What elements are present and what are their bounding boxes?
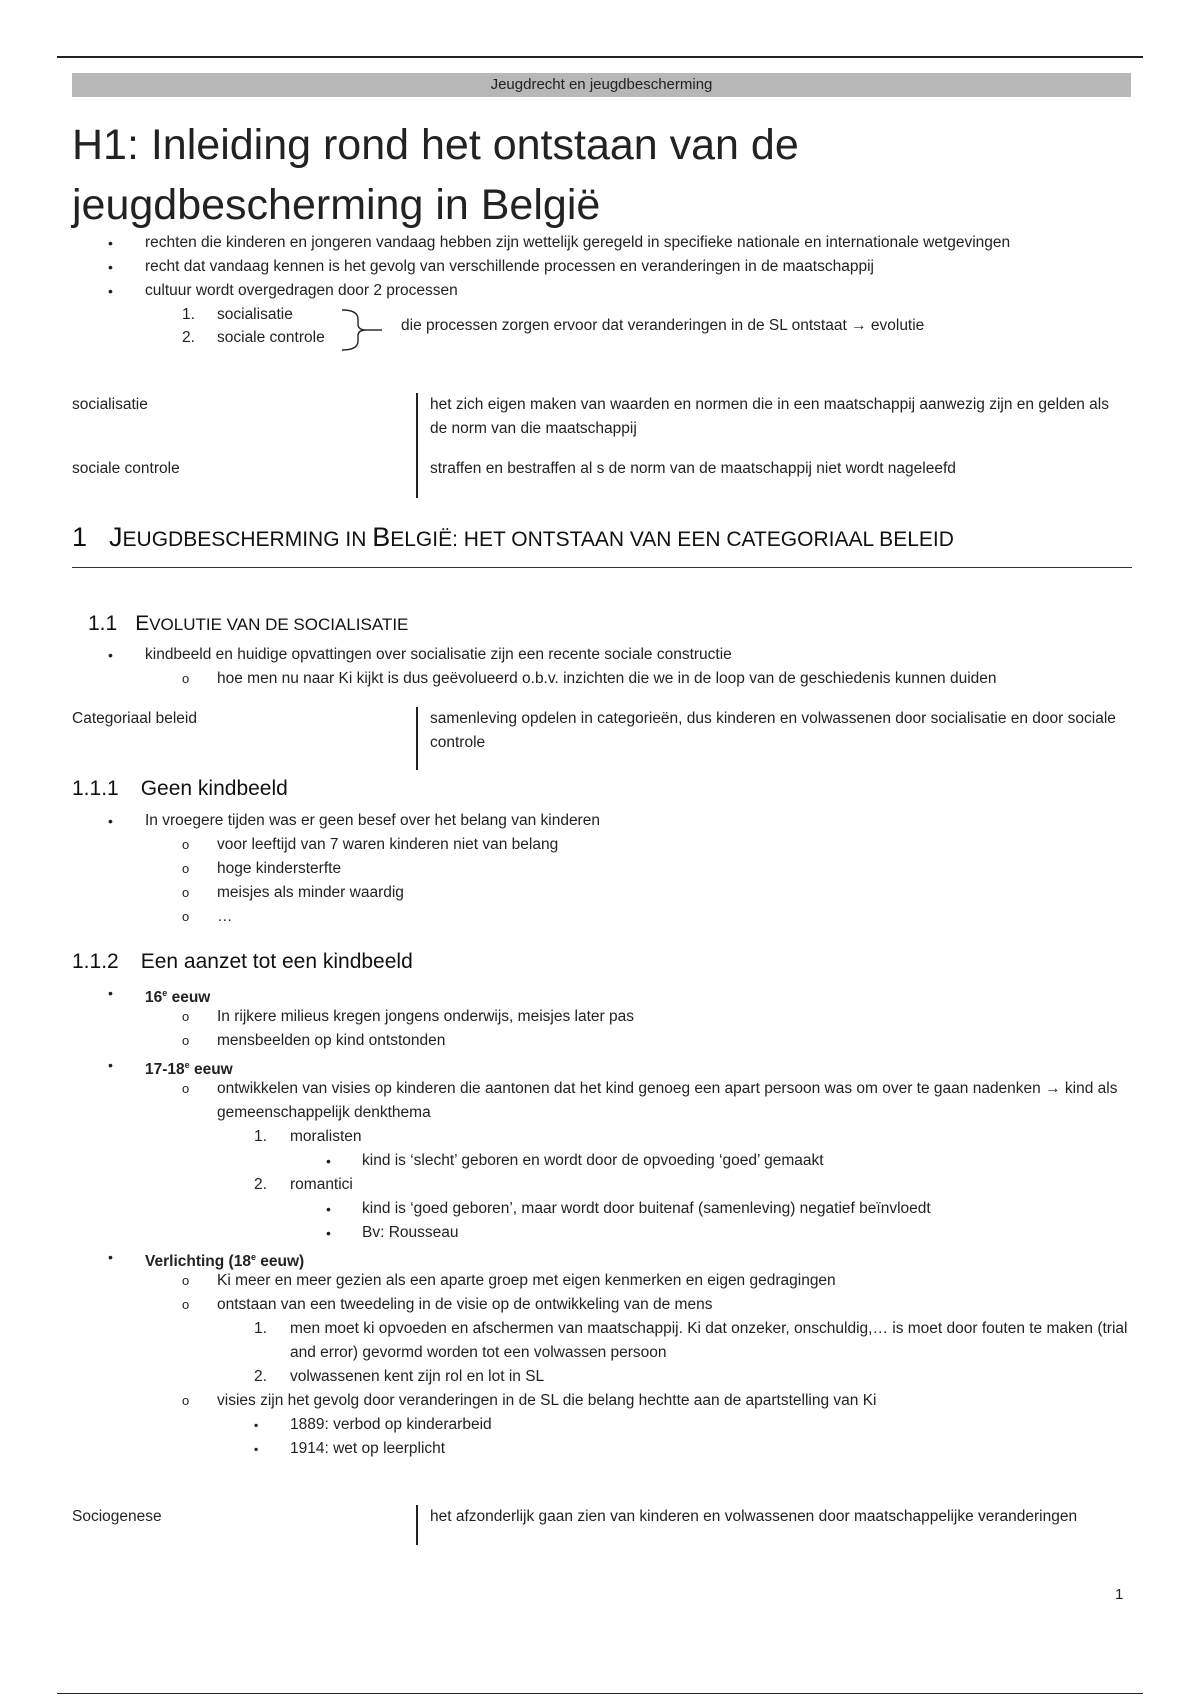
list-item: • rechten die kinderen en jongeren vandaag hebben zijn wettelijk geregeld in specifieke nationale en internationale wetgevingen [72,231,1142,255]
bullet-dot: • [108,647,113,663]
definition-text: het afzonderlijk gaan zien van kinderen en volwassenen door maatschappelijke veranderingen [430,1508,1078,1525]
section-heading-1-1-2: 1.1.2 Een aanzet tot een kindbeeld [72,950,413,973]
bullet-square: ▪ [254,1442,259,1456]
section-1-1-2-list [72,981,1142,1461]
definition-row [72,393,1142,457]
list-item: 2. romantici [254,1176,353,1193]
bullet-square: ▪ [254,1418,259,1432]
bullet-dot: • [108,985,113,1001]
page-number: 1 [1115,1586,1124,1603]
list-item: • kind is ‘slecht’ geboren en wordt door de opvoeding ‘goed’ gemaakt [72,1149,1142,1173]
definitions-table [72,393,1142,497]
list-item: • kindbeeld en huidige opvattingen over socialisatie zijn een recente sociale constructie [72,643,1142,667]
bullet-dot: • [108,813,113,829]
list-item: • kind is ‘goed geboren’, maar wordt door buitenaf (samenleving) negatief beïnvloedt [72,1197,1142,1221]
bottom-rule [57,1693,1143,1694]
definition-term: socialisatie [72,396,148,413]
running-header: Jeugdrecht en jeugdbescherming [72,73,1131,97]
list-item: • Verlichting (18e eeuw) [72,1245,1142,1269]
bullet-dot: • [108,1057,113,1073]
page-title [72,115,1132,235]
definition-term: sociale controle [72,460,180,477]
list-item: • 16e eeuw [72,981,1142,1005]
list-item: o Ki meer en meer gezien als een aparte groep met eigen kenmerken en eigen gedragingen [72,1269,1142,1293]
list-item: o meisjes als minder waardig [72,881,1142,905]
list-item: • 17-18e eeuw [72,1053,1142,1077]
bullet-circle: o [182,1033,190,1048]
bullet-circle: o [182,837,190,852]
title-line-2: jeugdbescherming in België [72,181,601,229]
list-item: ▪ 1889: verbod op kinderarbeid [72,1413,1142,1437]
definitions-table [72,707,1142,763]
list-item: 2. sociale controle [182,329,325,346]
list-item: o ontstaan van een tweedeling in de visie op de ontwikkeling van de mens [72,1293,1142,1317]
bullet-dot: • [326,1201,331,1217]
list-item: o voor leeftijd van 7 waren kinderen niet van belang [72,833,1142,857]
bullet-circle: o [182,909,190,924]
bullet-dot: • [108,259,113,275]
list-item: 1. moralisten [254,1128,362,1145]
definition-row [72,1505,1142,1545]
brace-note: die processen zorgen ervoor dat veranderingen in de SL ontstaat → evolutie [401,317,925,334]
list-item: o ontwikkelen van visies op kinderen die aantonen dat het kind genoeg een apart persoon was om over te gaan nadenken → kind als gemeenschappelijk denkthema [72,1077,1142,1125]
definition-text: samenleving opdelen in categorieën, dus kinderen en volwassenen door socialisatie en door sociale controle [430,710,1116,751]
definition-term: Categoriaal beleid [72,710,197,727]
bullet-dot: • [326,1153,331,1169]
list-item: 2. volwassenen kent zijn rol en lot in SL [254,1368,545,1385]
list-item: • cultuur wordt overgedragen door 2 processen [72,279,1142,303]
bullet-circle: o [182,1273,190,1288]
section-1-1-list [72,643,1142,691]
list-item: ▪ 1914: wet op leerplicht [72,1437,1142,1461]
bullet-dot: • [108,1249,113,1265]
list-item: 1. men moet ki opvoeden en afschermen van maatschappij. Ki dat onzeker, onschuldig,… is moet door fouten te maken (trial and error) gevormd worden tot een volwassen persoon [254,1320,1128,1361]
bullet-circle: o [182,1009,190,1024]
bullet-circle: o [182,1297,190,1312]
bullet-circle: o [182,861,190,876]
bullet-dot: • [108,283,113,299]
bullet-circle: o [182,885,190,900]
title-line-1: H1: Inleiding rond het ontstaan van de [72,121,799,169]
bullet-circle: o [182,671,190,686]
definitions-table [72,1505,1142,1545]
list-item: • Bv: Rousseau [72,1221,1142,1245]
section-heading-1: 1 JEUGDBESCHERMING IN BELGIË: HET ONTSTAAN VAN EEN CATEGORIAAL BELEID [72,522,954,552]
list-item: • In vroegere tijden was er geen besef over het belang van kinderen [72,809,1142,833]
top-rule [57,56,1143,58]
bullet-dot: • [108,235,113,251]
list-item: o In rijkere milieus kregen jongens onderwijs, meisjes later pas [72,1005,1142,1029]
list-item: o … [72,905,1142,929]
definition-text: het zich eigen maken van waarden en normen die in een maatschappij aanwezig zijn en gelden als de norm van die maatschappij [430,396,1109,437]
definition-row [72,707,1142,763]
section-1-1-1-list [72,809,1142,929]
bullet-dot: • [326,1225,331,1241]
list-item: o mensbeelden op kind ontstonden [72,1029,1142,1053]
definition-text: straffen en bestraffen al s de norm van de maatschappij niet wordt nageleefd [430,460,956,477]
list-item: 1. socialisatie [182,306,293,323]
section-rule [72,567,1132,568]
bullet-circle: o [182,1081,190,1096]
list-item: o hoe men nu naar Ki kijkt is dus geëvolueerd o.b.v. inzichten die we in de loop van de geschiedenis kunnen duiden [72,667,1142,691]
section-heading-1-1-1: 1.1.1 Geen kindbeeld [72,777,288,800]
definition-row [72,457,1142,497]
definition-term: Sociogenese [72,1508,162,1525]
section-heading-1-1: 1.1 EVOLUTIE VAN DE SOCIALISATIE [88,612,409,635]
list-item: o hoge kindersterfte [72,857,1142,881]
list-item: • recht dat vandaag kennen is het gevolg van verschillende processen en veranderingen in de maatschappij [72,255,1142,279]
list-item: o visies zijn het gevolg door veranderingen in de SL die belang hechtte aan de apartstelling van Ki [72,1389,1142,1413]
bullet-circle: o [182,1393,190,1408]
brace-icon [340,307,390,353]
